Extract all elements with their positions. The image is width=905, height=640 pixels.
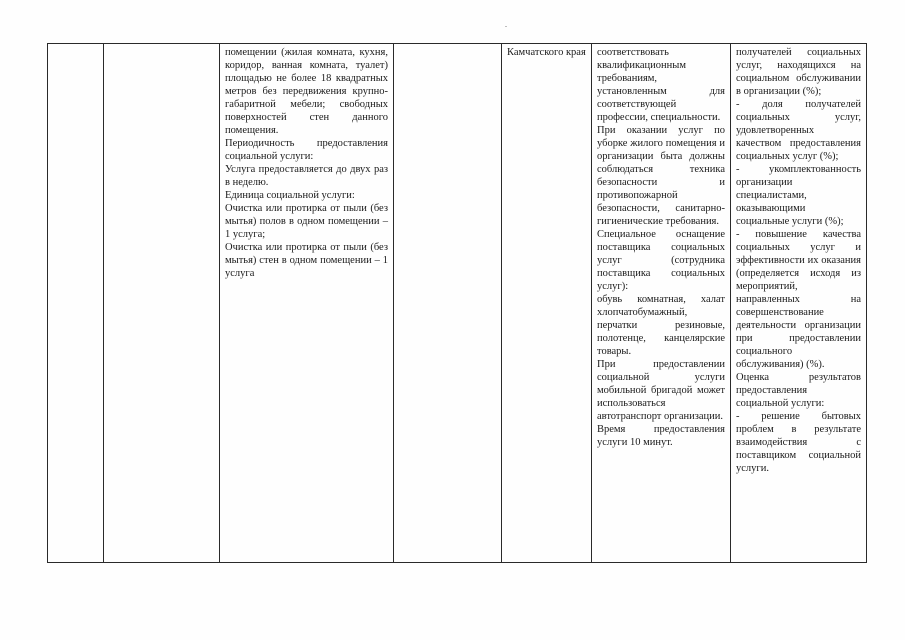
- table-row: [48, 44, 867, 563]
- cell-paragraph: Периодичность предоставления социальной услуги:: [225, 138, 388, 162]
- col-description-text: [225, 46, 388, 280]
- col-conditions-text: [597, 46, 725, 449]
- col-description-cell: [220, 44, 394, 563]
- col-tariff-cell: [502, 44, 592, 563]
- col-number-cell: [48, 44, 104, 563]
- cell-paragraph: Оценка результатов предоставления социальной услуги:: [736, 372, 861, 409]
- col-indicators-text: [736, 46, 861, 475]
- col-conditions-cell: [592, 44, 731, 563]
- col-tariff-text: [507, 46, 586, 59]
- cell-paragraph: соответствовать квалификационным требованиям, установленным для соответствующей профессии, специальности.: [597, 47, 725, 123]
- scan-artifact: [505, 26, 507, 27]
- cell-paragraph: Единица социальной услуги:: [225, 190, 355, 201]
- cell-paragraph: получателей социальных услуг, находящихся на социальном обслуживании в организации (%);: [736, 47, 861, 97]
- cell-paragraph: помещении (жилая комната, кухня, коридор, ванная комната, туалет) площадью не более 18 квадратных метров без передвижения крупно-габаритной мебели; свободных поверхностей стен данного помещения.: [225, 47, 388, 136]
- cell-paragraph: - укомплектованность организации специалистами, оказывающими социальные услуги (%);: [736, 164, 861, 227]
- cell-paragraph: При предоставлении социальной услуги мобильной бригадой может использоваться автотранспорт организации.: [597, 359, 725, 422]
- cell-paragraph: Очистка или протирка от пыли (без мытья) полов в одном помещении – 1 услуга;: [225, 203, 388, 240]
- cell-paragraph: Камчатского края: [507, 47, 586, 58]
- cell-paragraph: Очистка или протирка от пыли (без мытья) стен в одном помещении – 1 услуга: [225, 242, 388, 279]
- cell-paragraph: Услуга предоставляется до двух раз в неделю.: [225, 164, 388, 188]
- cell-paragraph: Время предоставления услуги 10 минут.: [597, 424, 725, 448]
- col-term-cell: [394, 44, 502, 563]
- cell-paragraph: - доля получателей социальных услуг, удовлетворенных качеством предоставления социальных услуг (%);: [736, 99, 861, 162]
- cell-paragraph: обувь комнатная, халат хлопчатобумажный, перчатки резиновые, полотенце, канцелярские товары.: [597, 294, 725, 357]
- cell-paragraph: - повышение качества социальных услуг и эффективности их оказания (определяется исходя из мероприятий, направленных на совершенствование деятельности организации при предоставлении социального обслуживания) (%).: [736, 229, 861, 370]
- cell-paragraph: При оказании услуг по уборке жилого помещения и организации быта должны соблюдаться техника безопасности и противопожарной безопасности, санитарно-гигиенические требования.: [597, 125, 725, 227]
- col-service-name-cell: [104, 44, 220, 563]
- services-table: [47, 43, 867, 563]
- cell-paragraph: Специальное оснащение поставщика социальных услуг (сотрудника поставщика социальных услуг):: [597, 229, 725, 292]
- cell-paragraph: - решение бытовых проблем в результате взаимодействия с поставщиком социальной услуги.: [736, 411, 861, 474]
- col-indicators-cell: [731, 44, 867, 563]
